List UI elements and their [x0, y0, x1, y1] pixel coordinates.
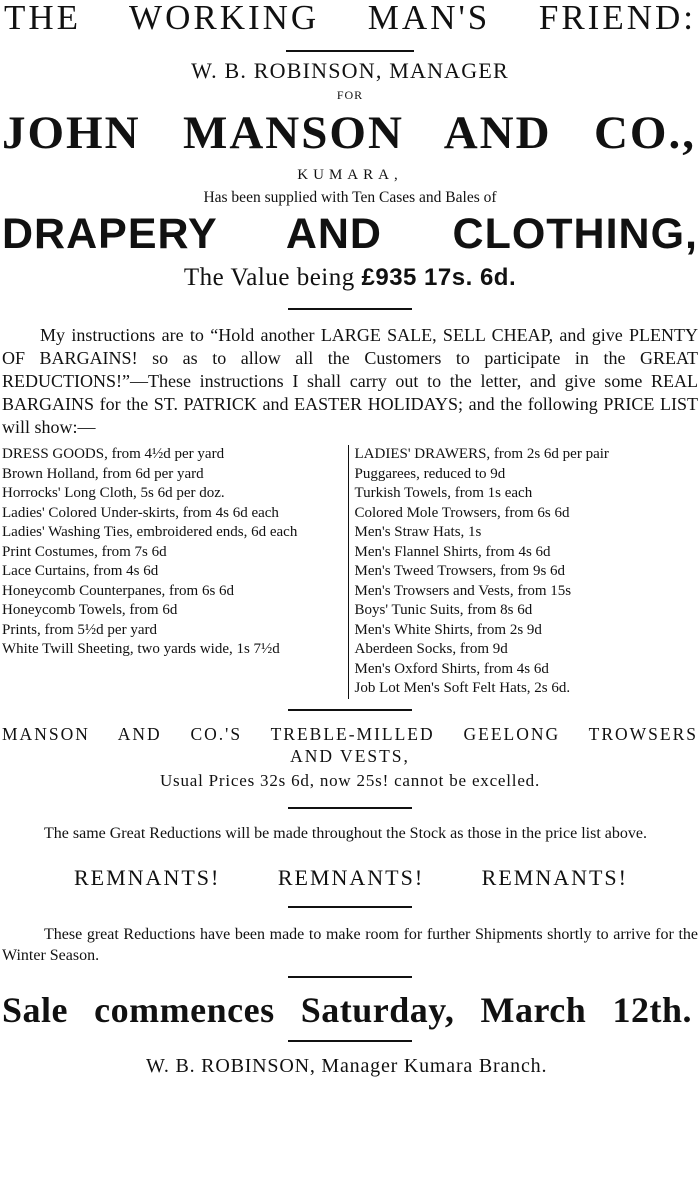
price-list-item: Aberdeen Socks, from 9d	[354, 641, 508, 657]
sale-date-line: Sale commences Saturday, March 12th.	[2, 989, 692, 1030]
price-list-item: Men's Straw Hats, 1s	[354, 524, 482, 540]
shipments-paragraph: These great Reductions have been made to make room for further Shipments shortly to arrive for the Winter Season.	[2, 925, 698, 964]
price-list-item: LADIES' DRAWERS, from 2s 6d per pair	[354, 446, 609, 462]
supplied-line: Has been supplied with Ten Cases and Bales of	[203, 189, 497, 206]
manager-line: W. B. ROBINSON, MANAGER	[191, 58, 509, 83]
intro-paragraph: My instructions are to “Hold another LARGE SALE, SELL CHEAP, and give PLENTY OF BARGAINS! so as to allow all the Customers to participate in the GREAT REDUCTIONS!”—These instructions I shall carry out to the letter, and give some REAL BARGAINS for the ST. PATRICK and EASTER HOLIDAYS; and the following PRICE LIST will show:—	[2, 325, 698, 437]
price-list-item: Ladies' Colored Under-skirts, from 4s 6d each	[2, 504, 279, 521]
price-list	[0, 445, 700, 699]
trowsers-heading: MANSON AND CO.'S TREBLE-MILLED GEELONG TROWSERS	[2, 723, 698, 744]
trowsers-heading-2: AND VESTS,	[290, 745, 410, 766]
town-name: KUMARA,	[297, 167, 403, 183]
divider	[288, 709, 412, 711]
price-list-item: Honeycomb Towels, from 6d	[2, 602, 178, 618]
price-list-item: Turkish Towels, from 1s each	[354, 485, 533, 501]
headline: THE WORKING MAN'S FRIEND:	[4, 0, 696, 37]
divider	[288, 807, 412, 809]
price-list-item: Print Costumes, from 7s 6d	[2, 543, 167, 560]
divider	[288, 906, 412, 908]
price-list-item: Lace Curtains, from 4s 6d	[2, 563, 159, 579]
drapery-heading: DRAPERY AND CLOTHING,	[2, 210, 698, 258]
firm-name: JOHN MANSON AND CO.,	[2, 107, 696, 159]
price-list-item: DRESS GOODS, from 4½d per yard	[2, 446, 225, 462]
divider	[288, 1040, 412, 1042]
divider	[288, 976, 412, 978]
price-list-item: Job Lot Men's Soft Felt Hats, 2s 6d.	[354, 680, 571, 696]
price-list-item: Ladies' Washing Ties, embroidered ends, 6d each	[2, 524, 298, 540]
price-list-item: White Twill Sheeting, two yards wide, 1s 7½d	[2, 641, 280, 657]
price-list-item: Honeycomb Counterpanes, from 6s 6d	[2, 582, 235, 599]
signature: W. B. ROBINSON, Manager Kumara Branch.	[146, 1054, 548, 1077]
price-list-item: Prints, from 5½d per yard	[2, 621, 157, 638]
price-list-item: Puggarees, reduced to 9d	[354, 465, 506, 482]
value-prefix: The Value being	[183, 264, 355, 291]
price-list-item: Boys' Tunic Suits, from 8s 6d	[354, 602, 533, 618]
price-list-item: Men's Trowsers and Vests, from 15s	[354, 582, 572, 599]
price-list-item: Men's Tweed Trowsers, from 9s 6d	[354, 563, 566, 579]
price-list-item: Horrocks' Long Cloth, 5s 6d per doz.	[2, 485, 225, 501]
price-list-right	[348, 445, 700, 699]
for-line: FOR	[336, 88, 364, 102]
price-list-left	[0, 445, 348, 699]
divider	[286, 50, 414, 52]
reductions-paragraph: The same Great Reductions will be made throughout the Stock as those in the price list above.	[44, 824, 647, 842]
price-list-item: Colored Mole Trowsers, from 6s 6d	[354, 504, 570, 521]
price-list-item: Brown Holland, from 6d per yard	[2, 465, 204, 482]
value-line	[0, 262, 700, 294]
usual-prices: Usual Prices 32s 6d, now 25s! cannot be excelled.	[159, 770, 541, 790]
divider	[288, 308, 412, 310]
price-list-item: Men's Flannel Shirts, from 4s 6d	[354, 543, 551, 560]
price-list-item: Men's Oxford Shirts, from 4s 6d	[354, 660, 549, 677]
value-amount: £935 17s. 6d.	[361, 264, 517, 291]
price-list-item: Men's White Shirts, from 2s 9d	[354, 621, 542, 638]
remnants-line: REMNANTS! REMNANTS! REMNANTS!	[74, 864, 628, 890]
